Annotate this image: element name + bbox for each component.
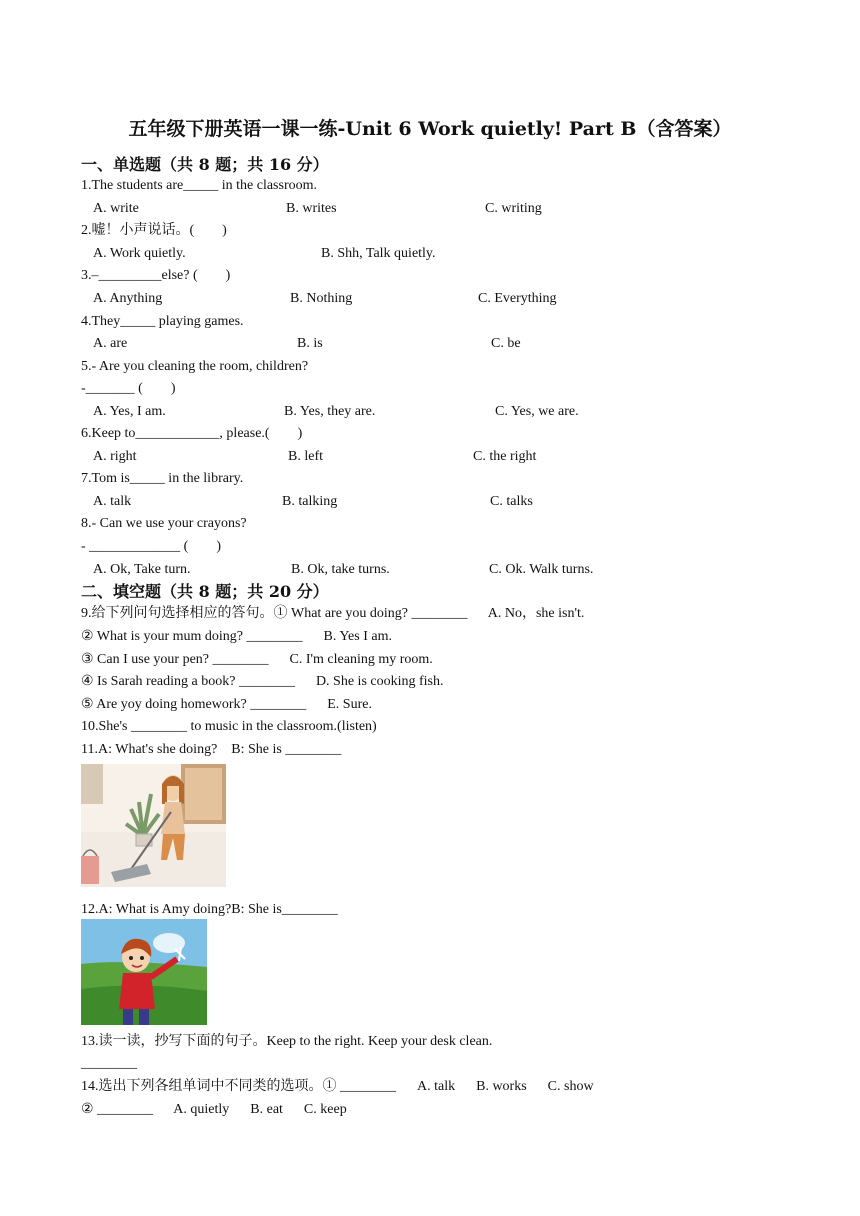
page-title: 五年级下册英语一课一练-Unit 6 Work quietly! Part B（含答案）	[128, 118, 732, 140]
question-14-line-2: ② ________ A. quietly B. eat C. keep	[81, 1102, 347, 1117]
q5-option-a: A. Yes, I am.	[93, 404, 166, 419]
q5-option-b: B. Yes, they are.	[284, 404, 376, 419]
q8-option-b: B. Ok, take turns.	[291, 562, 390, 577]
question-6: 6.Keep to____________, please.( )	[81, 426, 303, 441]
q5-option-c: C. Yes, we are.	[495, 404, 579, 419]
section-heading-single-choice: 一、单选题（共 8 题；共 16 分）	[81, 155, 329, 174]
q3-option-c: C. Everything	[478, 291, 557, 306]
q4-option-a: A. are	[93, 336, 128, 351]
q1-option-a: A. write	[93, 201, 139, 216]
q4-option-b: B. is	[297, 336, 323, 351]
question-9-line-1: 9.给下列问句选择相应的答句。① What are you doing? ________ A. No，she isn't.	[81, 606, 585, 621]
question-13-blank: ________	[81, 1056, 137, 1071]
q7-option-a: A. talk	[93, 494, 132, 509]
q3-option-b: B. Nothing	[290, 291, 353, 306]
q8-option-a: A. Ok, Take turn.	[93, 562, 191, 577]
q6-option-c: C. the right	[473, 449, 537, 464]
question-4: 4.They_____ playing games.	[81, 314, 244, 329]
question-1: 1.The students are_____ in the classroom.	[81, 178, 318, 193]
question-8: 8.- Can we use your crayons?	[81, 516, 247, 531]
section-heading-fill-in: 二、填空题（共 8 题；共 20 分）	[81, 582, 329, 601]
illustration-woman-mopping	[81, 764, 226, 887]
question-9-line-4: ④ Is Sarah reading a book? ________ D. She is cooking fish.	[81, 674, 444, 689]
q8-option-c: C. Ok. Walk turns.	[489, 562, 594, 577]
question-9-line-3: ③ Can I use your pen? ________ C. I'm cleaning my room.	[81, 652, 433, 667]
question-9-line-2: ② What is your mum doing? ________ B. Yes I am.	[81, 629, 392, 644]
q7-option-c: C. talks	[490, 494, 533, 509]
question-3: 3.–_________else? ( )	[81, 268, 231, 283]
question-9-line-5: ⑤ Are yoy doing homework? ________ E. Sure.	[81, 697, 372, 712]
question-14-line-1: 14.选出下列各组单词中不同类的选项。① ________ A. talk B. works C. show	[81, 1079, 594, 1094]
question-2: 2.嘘！小声说话。( )	[81, 223, 227, 238]
question-13: 13.读一读，抄写下面的句子。Keep to the right. Keep your desk clean.	[81, 1034, 493, 1049]
question-11: 11.A: What's she doing? B: She is ________	[81, 742, 342, 757]
question-5-answer-line: -_______ ( )	[81, 381, 176, 396]
illustration-girl-in-field	[81, 919, 207, 1025]
question-10: 10.She's ________ to music in the classroom.(listen)	[81, 719, 377, 734]
q2-option-b: B. Shh, Talk quietly.	[321, 246, 436, 261]
question-12: 12.A: What is Amy doing?B: She is________	[81, 902, 338, 917]
q1-option-b: B. writes	[286, 201, 337, 216]
q1-option-c: C. writing	[485, 201, 542, 216]
question-5: 5.- Are you cleaning the room, children?	[81, 359, 309, 374]
q3-option-a: A. Anything	[93, 291, 163, 306]
q7-option-b: B. talking	[282, 494, 338, 509]
question-8-answer-line: - _____________ ( )	[81, 539, 221, 554]
q2-option-a: A. Work quietly.	[93, 246, 186, 261]
q4-option-c: C. be	[491, 336, 521, 351]
q6-option-a: A. right	[93, 449, 137, 464]
q6-option-b: B. left	[288, 449, 323, 464]
question-7: 7.Tom is_____ in the library.	[81, 471, 244, 486]
